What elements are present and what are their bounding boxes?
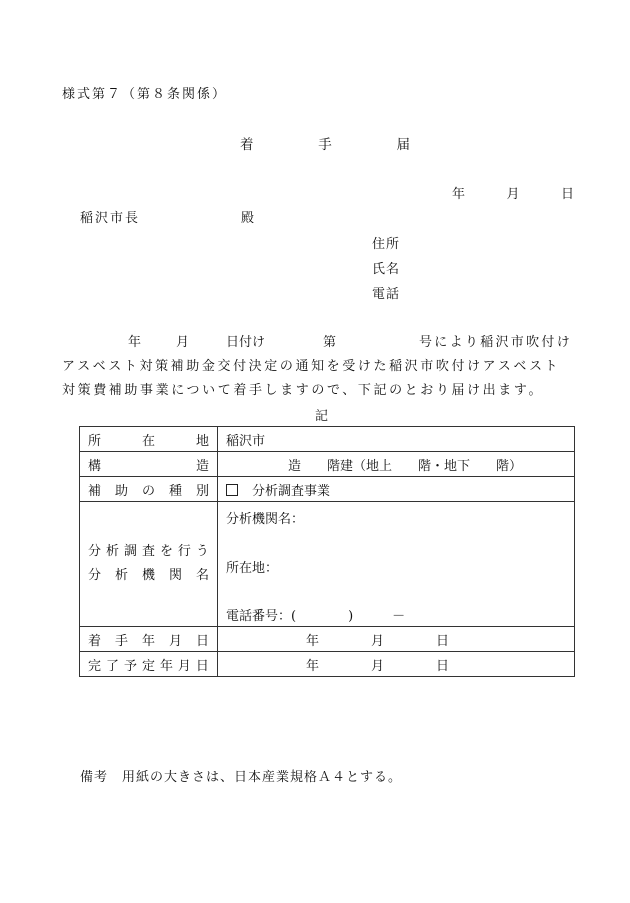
- analysis-org-phone-label: 電話番号：( ) －: [226, 609, 406, 624]
- date-day: 日: [560, 187, 574, 202]
- submission-date: [452, 183, 574, 202]
- table-row-analysis-org: [80, 502, 575, 627]
- document-title: [240, 133, 410, 153]
- analysis-survey-checkbox[interactable]: [226, 484, 238, 496]
- location-label: 所 在 地: [80, 427, 218, 452]
- ref-year: 年: [128, 335, 142, 350]
- ref-date-suffix: 日付け: [226, 335, 266, 350]
- applicant-name-label: 氏名: [372, 262, 401, 277]
- ref-number-suffix: 号により稲沢市吹付け: [419, 335, 573, 350]
- body-line-1: [62, 331, 582, 355]
- table-row-location: [80, 427, 575, 452]
- subsidy-type-label: 補 助 の 種 別: [80, 477, 218, 502]
- start-date-value: [218, 627, 575, 652]
- structure-value: 造 階建（地上 階・地下 階）: [218, 452, 575, 477]
- table-row-completion-date: [80, 652, 575, 677]
- body-line-3: 対策費補助事業について着手しますので、下記のとおり届け出ます。: [62, 383, 545, 398]
- honorific: 殿: [241, 211, 257, 226]
- ref-number-prefix: 第: [323, 335, 337, 350]
- start-year: 年: [306, 633, 320, 649]
- location-value: 稲沢市: [218, 427, 575, 452]
- completion-year: 年: [306, 658, 320, 674]
- analysis-org-address-label: 所在地：: [226, 561, 279, 576]
- start-month: 月: [371, 633, 385, 649]
- paper-size-note: 備考 用紙の大きさは、日本産業規格Ａ４とする。: [80, 770, 403, 785]
- addressee: 稲沢市長: [80, 211, 141, 226]
- ki-heading: 記: [315, 409, 331, 424]
- start-day: 日: [436, 633, 450, 649]
- table-row-start-date: [80, 627, 575, 652]
- date-month: 月: [506, 187, 520, 202]
- subsidy-type-value: [218, 477, 575, 502]
- completion-date-label: 完 了 予 定 年 月 日: [80, 652, 218, 677]
- form-number: 様式第７（第８条関係）: [62, 87, 228, 102]
- completion-day: 日: [436, 658, 450, 674]
- analysis-org-value: [218, 502, 575, 627]
- date-year: 年: [452, 187, 466, 202]
- table-row-subsidy-type: [80, 477, 575, 502]
- details-table: [79, 426, 575, 677]
- body-paragraph: [62, 331, 582, 403]
- structure-label: 構 造: [80, 452, 218, 477]
- title-char: 手: [318, 137, 332, 153]
- ref-month: 月: [176, 335, 190, 350]
- analysis-org-name-label: 分析機関名：: [226, 512, 305, 527]
- body-line-2: アスベスト対策補助金交付決定の通知を受けた稲沢市吹付けアスベスト: [62, 359, 561, 374]
- title-char: 着: [240, 137, 254, 153]
- applicant-address-label: 住所: [372, 237, 401, 252]
- start-date-label: 着 手 年 月 日: [80, 627, 218, 652]
- applicant-phone-label: 電話: [372, 287, 401, 302]
- completion-date-value: [218, 652, 575, 677]
- subsidy-type-option: 分析調査事業: [252, 483, 331, 499]
- title-char: 届: [396, 137, 410, 153]
- analysis-org-label: 分 析 調 査 を 行 う 分 析 機 関 名: [80, 502, 218, 627]
- table-row-structure: [80, 452, 575, 477]
- completion-month: 月: [371, 658, 385, 674]
